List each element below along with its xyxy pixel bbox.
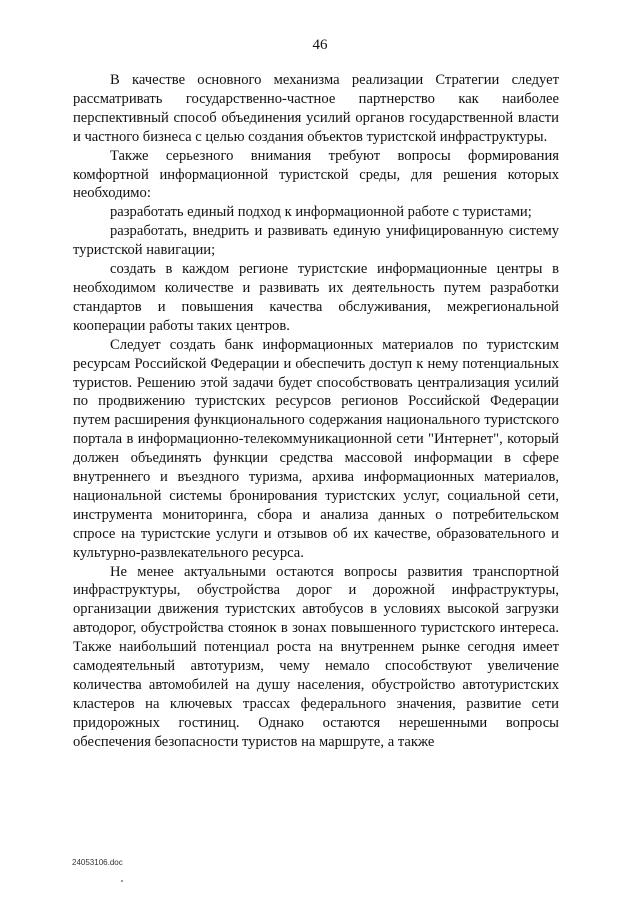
paragraph-transport-infrastructure: Не менее актуальными остаются вопросы развития транспортной инфраструктуры, обустройства дорог и дорожной инфраструктуры, организации движения туристских автобусов в условиях высокой загрузки автодорог, обустройства стоянок в зонах повышенного туристского интереса. Также наибольший потенциал роста на внутреннем рынке сегодня имеет самодеятельный автотуризм, чему немало способствуют увеличение количества автомобилей на душу населения, обустройство автотуристских кластеров на ключевых трассах федерального значения, развитие сети придорожных гостиниц. Однако остаются нерешенными вопросы обеспечения безопасности туристов на маршруте, а также <box>73 563 559 750</box>
list-item-information-centers: создать в каждом регионе туристские информационные центры в необходимом количестве и развивать их деятельность путем разработки стандартов и повышения качества обслуживания, межрегиональной кооперации работы таких центров. <box>73 261 559 334</box>
page-number: 46 <box>312 37 328 53</box>
document-body <box>73 71 559 752</box>
scan-speck <box>121 880 123 882</box>
footer-file-name: 24053106.doc <box>72 858 123 867</box>
paragraph-ppp-mechanism: В качестве основного механизма реализации Стратегии следует рассматривать государственно-частное партнерство как наиболее перспективный способ объединения усилий органов государственной власти и частного бизнеса с целью создания объектов туристской инфраструктуры. <box>73 72 559 145</box>
paragraph-information-bank: Следует создать банк информационных материалов по туристским ресурсам Российской Федерации и обеспечить доступ к нему потенциальных туристов. Решению этой задачи будет способствовать централизация усилий по продвижению туристских ресурсов регионов Российской Федерации путем расширения функционального содержания национального туристского портала в информационно-телекоммуникационной сети "Интернет", который должен объединять функции средства массовой информации в сфере внутреннего и въездного туризма, архива информационных материалов, национальной системы бронирования туристских услуг, социальной сети, инструмента мониторинга, сбора и анализа данных о потребительском спросе на туристские услуги и отзывов об их качестве, образовательного и культурно-развлекательного ресурса. <box>73 336 559 561</box>
list-item-unified-approach: разработать единый подход к информационной работе с туристами; <box>110 204 532 221</box>
list-item-navigation-system: разработать, внедрить и развивать единую унифицированную систему туристской навигации; <box>73 223 559 259</box>
paragraph-information-environment: Также серьезного внимания требуют вопросы формирования комфортной информационной туристской среды, для решения которых необходимо: <box>73 147 559 202</box>
